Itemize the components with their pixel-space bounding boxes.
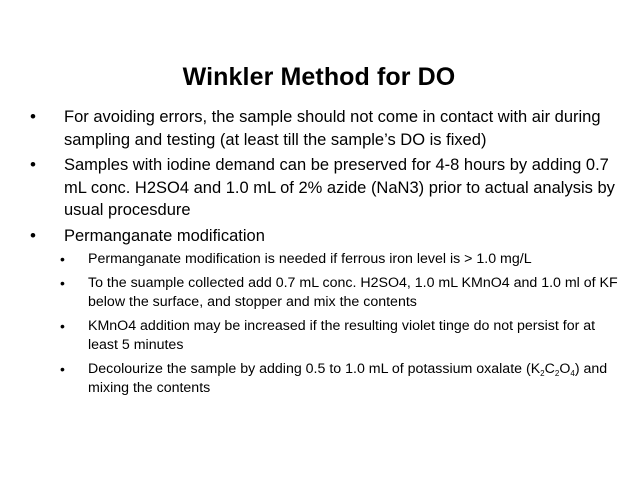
bullet-list [30, 106, 630, 403]
formula-symbol-c: C [544, 361, 555, 377]
sub-bullet-text: To the suample collected add 0.7 mL conc. H2SO4, 1.0 mL KMnO4 and 1.0 ml of KF below the surface, and stopper and mix the contents [88, 275, 618, 310]
sub-bullet-item [30, 360, 630, 398]
sub-bullet-item [30, 250, 630, 269]
sub-bullet-text-before: Decolourize the sample by adding 0.5 to 1.0 mL of potassium oxalate ( [88, 361, 531, 377]
sub-bullet-text-after: ) and mixing the contents [88, 361, 608, 396]
formula-symbol-k: K [530, 361, 541, 377]
bullet-text: For avoiding errors, the sample should not come in contact with air during sampling and testing (at least till the sample’s DO is fixed) [64, 108, 601, 149]
bullet-item [30, 106, 630, 151]
bullet-item [30, 154, 630, 222]
chemical-formula [531, 361, 575, 377]
sub-bullet-icon: • [60, 361, 65, 377]
formula-subscript: 2 [540, 369, 545, 378]
bullet-icon: • [30, 107, 36, 126]
bullet-icon: • [30, 155, 36, 174]
formula-subscript: 2 [554, 369, 560, 378]
sub-bullet-icon: • [60, 251, 65, 267]
sub-bullet-item [30, 274, 630, 312]
sub-bullet-text: KMnO4 addition may be increased if the resulting violet tinge do not persist for at least 5 minutes [88, 318, 596, 353]
formula-subscript: 4 [570, 369, 575, 378]
sub-bullet-icon: • [60, 275, 65, 291]
sub-bullet-item [30, 317, 630, 355]
bullet-item [30, 225, 630, 248]
sub-bullet-list [30, 250, 630, 398]
slide-title: Winkler Method for DO [182, 63, 456, 91]
bullet-text: Samples with iodine demand can be preserved for 4-8 hours by adding 0.7 mL conc. H2SO4 and 1.0 mL of 2% azide (NaN3) prior to actual analysis by usual procesdure [64, 156, 615, 219]
bullet-icon: • [30, 225, 36, 245]
formula-symbol-o: O [559, 361, 571, 377]
sub-bullet-text: Permanganate modification is needed if ferrous iron level is > 1.0 mg/L [88, 251, 532, 267]
sub-bullet-icon: • [60, 318, 65, 334]
bullet-text: Permanganate modification [64, 226, 265, 245]
